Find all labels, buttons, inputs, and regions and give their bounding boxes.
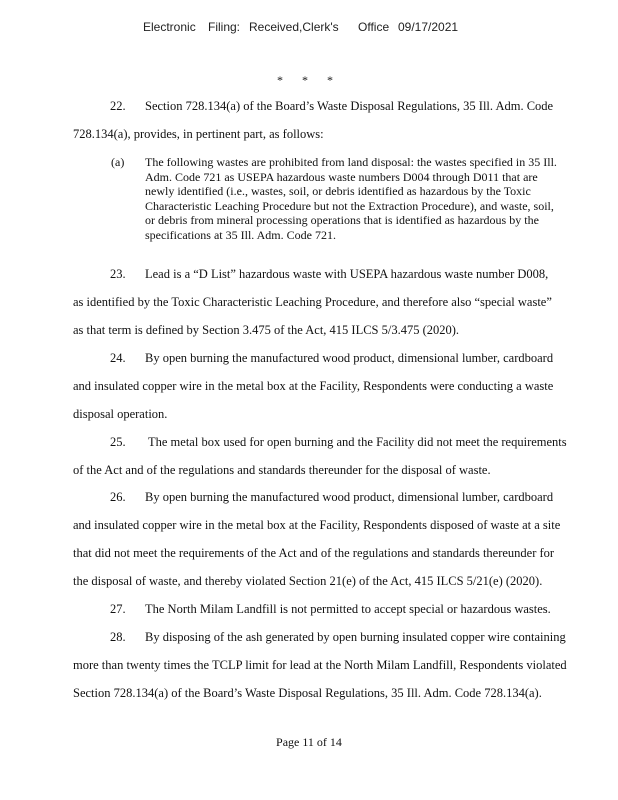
header-electronic: Electronic <box>143 20 196 34</box>
para-25-line-1: The metal box used for open burning and the Facility did not meet the requirements <box>148 435 567 449</box>
para-25-line-2: of the Act and of the regulations and standards thereunder for the disposal of waste. <box>73 463 491 477</box>
para-28-line-3: Section 728.134(a) of the Board’s Waste Disposal Regulations, 35 Ill. Adm. Code 728.134(a). <box>73 686 542 700</box>
para-26-line-3: that did not meet the requirements of the Act and of the regulations and standards thereunder for <box>73 546 555 560</box>
para-28-line-1: By disposing of the ash generated by open burning insulated copper wire containing <box>145 630 566 644</box>
para-24-line-3: disposal operation. <box>73 407 168 421</box>
para-22-number: 22. <box>110 99 126 113</box>
para-23-line-1: Lead is a “D List” hazardous waste with USEPA hazardous waste number D008, <box>145 267 549 281</box>
para-24-line-2: and insulated copper wire in the metal box at the Facility, Respondents were conducting a waste <box>73 379 554 393</box>
header-received: Received,Clerk's <box>249 20 339 34</box>
para-24-line-1: By open burning the manufactured wood product, dimensional lumber, cardboard <box>145 351 554 365</box>
header-office: Office <box>358 20 390 34</box>
para-27-number: 27. <box>110 602 126 616</box>
para-22-line-1: Section 728.134(a) of the Board’s Waste Disposal Regulations, 35 Ill. Adm. Code <box>145 99 554 113</box>
para-28-line-2: more than twenty times the TCLP limit for lead at the North Milam Landfill, Respondents violated <box>73 658 567 672</box>
section-break-stars: * * * <box>277 73 341 87</box>
header-filing: Filing: <box>208 20 241 34</box>
page-number-footer: Page 11 of 14 <box>276 735 342 749</box>
para-23-line-2: as identified by the Toxic Characteristic Leaching Procedure, and therefore also “special waste” <box>73 295 552 309</box>
quote-label: (a) <box>111 155 125 169</box>
para-26-line-1: By open burning the manufactured wood product, dimensional lumber, cardboard <box>145 490 554 504</box>
header-date: 09/17/2021 <box>398 20 459 34</box>
para-25-number: 25. <box>110 435 126 449</box>
para-23-number: 23. <box>110 267 126 281</box>
para-27-line-1: The North Milam Landfill is not permitted to accept special or hazardous wastes. <box>145 602 551 616</box>
para-26-number: 26. <box>110 490 126 504</box>
para-26-line-4: the disposal of waste, and thereby violated Section 21(e) of the Act, 415 ILCS 5/21(e) (2020). <box>73 574 543 588</box>
para-28-number: 28. <box>110 630 126 644</box>
para-26-line-2: and insulated copper wire in the metal box at the Facility, Respondents disposed of waste at a site <box>73 518 561 532</box>
block-quote: The following wastes are prohibited from land disposal: the wastes specified in 35 Ill. Adm. Code 721 as USEPA hazardous waste numbers D004 through D011 that are newly identified (i.e., wastes, soil, or debris identified as hazardous by the Toxic Characteristic Leaching Procedure but not the Extraction Procedure), and waste, soil, or debris from mineral processing operations that is identified as hazardous by the specifications at 35 Ill. Adm. Code 721. <box>145 155 557 242</box>
para-23-line-3: as that term is defined by Section 3.475 of the Act, 415 ILCS 5/3.475 (2020). <box>73 323 460 337</box>
para-24-number: 24. <box>110 351 126 365</box>
para-22-line-2: 728.134(a), provides, in pertinent part, as follows: <box>73 127 324 141</box>
